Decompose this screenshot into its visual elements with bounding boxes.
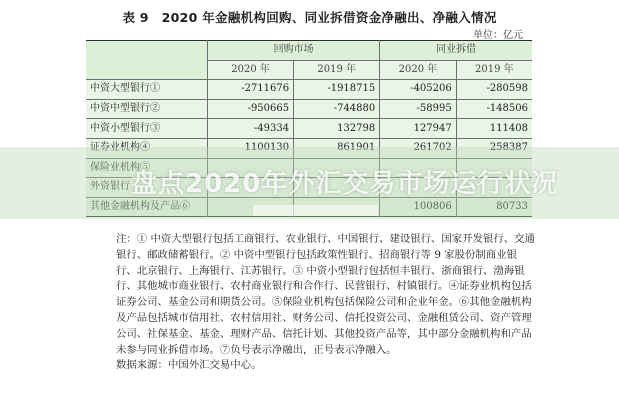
table-cell: -49334 — [208, 119, 294, 139]
notes-section — [116, 232, 536, 374]
row-label: 外资银行 — [86, 178, 208, 198]
table-cell: 80733 — [456, 197, 532, 217]
table-row — [86, 99, 532, 119]
page-title: 表 9 2020 年金融机构回购、同业拆借资金净融出、净融入情况 — [122, 10, 497, 25]
header-row-groups — [86, 41, 532, 61]
row-label: 中资小型银行③ — [86, 119, 208, 139]
year-header: 2020 年 — [208, 60, 294, 80]
table-cell: -950665 — [208, 99, 294, 119]
table-row — [86, 119, 532, 139]
table-cell: 1100130 — [208, 138, 294, 158]
table-cell: 258387 — [456, 138, 532, 158]
group-header-interbank: 同业拆借 — [380, 41, 532, 61]
table-cell: -744880 — [294, 99, 380, 119]
year-header: 2019 年 — [456, 60, 532, 80]
corner-cell — [86, 41, 208, 80]
table-cell: 127947 — [380, 119, 457, 139]
row-label: 其他金融机构及产品⑥ — [86, 197, 208, 217]
table-cell: -405206 — [380, 80, 457, 100]
table-cell: -58995 — [380, 99, 457, 119]
table-cell: 261702 — [380, 138, 457, 158]
row-label: 中资大型银行① — [86, 80, 208, 100]
year-header: 2020 年 — [380, 60, 457, 80]
table-cell: 100806 — [380, 197, 457, 217]
table-cell: -280598 — [456, 80, 532, 100]
banner-title: 盘点2020年外汇交易市场运行状况 — [131, 169, 559, 199]
row-label: 保险业机构⑤ — [86, 158, 208, 178]
source-line: 数据来源：中国外汇交易中心。 — [116, 359, 262, 372]
row-label: 证券业机构④ — [86, 138, 208, 158]
table-cell: -148506 — [456, 99, 532, 119]
table-cell: 132798 — [294, 119, 380, 139]
table-row — [86, 80, 532, 100]
table-cell: 861901 — [294, 138, 380, 158]
unit-label: 单位：亿元 — [473, 30, 523, 41]
table-cell: -1918715 — [294, 80, 380, 100]
row-label: 中资中型银行② — [86, 99, 208, 119]
table-cell: -2711676 — [208, 80, 294, 100]
table-cell: 111408 — [456, 119, 532, 139]
group-header-repo: 回购市场 — [208, 41, 380, 61]
year-header: 2019 年 — [294, 60, 380, 80]
banner-subbar — [253, 205, 378, 216]
notes-text: 注：① 中资大型银行包括工商银行、农业银行、中国银行、建设银行、国家开发银行、交通银行、邮政储蓄银行。② 中资中型银行包括政策性银行、招商银行等 9 家股份制商业银行、北京银行、上海银行、江苏银行。③ 中资小型银行包括恒丰银行、浙商银行、渤海银行、其他城市商业银行、农村商业银行和合作行、民营银行、村镇银行。④证券业机构包括证券公司、基金公司和期货公司。⑤保险业机构包括保险公司和企业年金。⑥其他金融机构及产品包括城市信用社、农村信用社、财务公司、信托投资公司、金融租赁公司、资产管理公司、社保基金、基金、理财产品、信托计划、其他投资产品等，其中部分金融机构和产品未参与同业拆借市场。⑦负号表示净融出，正号表示净融入。 — [116, 233, 535, 356]
